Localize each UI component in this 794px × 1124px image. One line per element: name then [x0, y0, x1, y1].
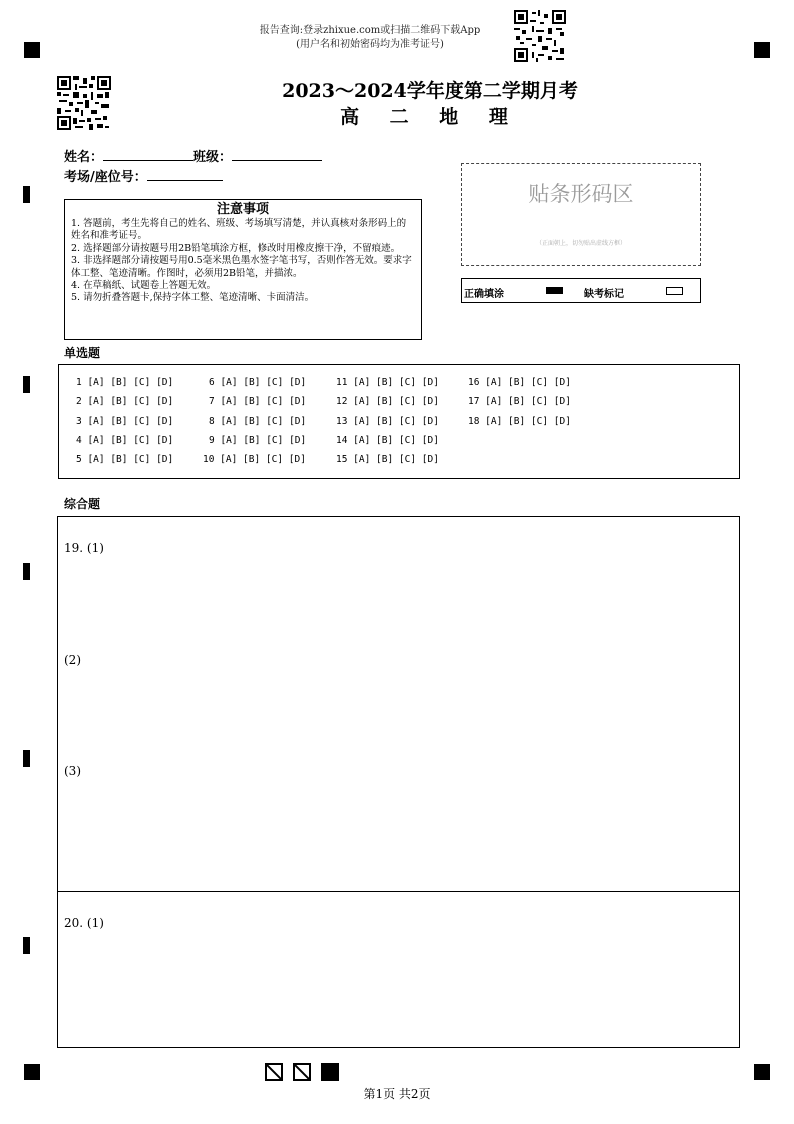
class-field[interactable] [232, 148, 322, 161]
mc-question-row[interactable]: 13 [A] [B] [C] [D] [336, 415, 439, 427]
mc-question-row[interactable]: 16 [A] [B] [C] [D] [468, 377, 571, 388]
mc-question-row[interactable]: 12 [A] [B] [C] [D] [336, 396, 439, 408]
mc-question-row[interactable]: 1 [A] [B] [C] [D] [76, 377, 174, 388]
timing-mark [23, 563, 30, 580]
page-number: 第1页 共2页 [363, 1087, 431, 1101]
name-field[interactable] [103, 148, 193, 161]
mc-question-row[interactable]: 18 [A] [B] [C] [D] [468, 415, 571, 427]
barcode-area [461, 163, 701, 266]
q19-part3-label: (3) [64, 764, 81, 778]
mc-question-row[interactable]: 4 [A] [B] [C] [D] [76, 434, 174, 446]
mc-answer-box [58, 364, 740, 479]
mc-question-row[interactable]: 15 [A] [B] [C] [D] [336, 454, 439, 466]
subject-title: 高 二 地 理 [340, 106, 520, 128]
corner-mark-top-left [24, 42, 40, 58]
page-code-box [265, 1063, 283, 1081]
corner-mark-bottom-left [24, 1064, 40, 1080]
mc-column [336, 377, 439, 473]
qr-code-left [57, 76, 111, 130]
corner-mark-bottom-right [754, 1064, 770, 1080]
mc-section-title: 单选题 [64, 346, 101, 360]
mc-question-row[interactable]: 10 [A] [B] [C] [D] [203, 454, 306, 466]
notice-item: 4. 在草稿纸、试题卷上答题无效。 [71, 280, 217, 292]
absent-mark-label: 缺考标记 [584, 289, 624, 300]
report-query-line: 报告查询:登录zhixue.com或扫描二维码下载App [259, 25, 481, 36]
mc-column [203, 377, 306, 473]
mc-question-row[interactable]: 17 [A] [B] [C] [D] [468, 396, 571, 408]
absent-mark-box[interactable] [666, 287, 683, 295]
notice-item: 1. 答题前，考生先将自己的姓名、班级、考场填写清楚，并认真核对条形码上的姓名和准考证号。 [71, 218, 407, 242]
report-query-sub: (用户名和初始密码均为准考证号) [296, 39, 444, 50]
notice-box [64, 199, 422, 340]
notice-item: 5. 请勿折叠答题卡,保持字体工整、笔迹清晰、卡面清洁。 [71, 292, 315, 304]
comprehensive-section-title: 综合题 [64, 497, 101, 511]
class-label: 班级： [193, 150, 233, 165]
mc-column [468, 377, 571, 435]
answer-area-q19[interactable] [57, 516, 740, 892]
mc-question-row[interactable]: 2 [A] [B] [C] [D] [76, 396, 174, 408]
mc-question-row[interactable]: 9 [A] [B] [C] [D] [209, 434, 307, 446]
mc-question-row[interactable]: 14 [A] [B] [C] [D] [336, 434, 439, 446]
timing-mark [23, 937, 30, 954]
mc-question-row[interactable]: 8 [A] [B] [C] [D] [209, 415, 307, 427]
notice-item: 2. 选择题部分请按题号用2B铅笔填涂方框，修改时用橡皮擦干净，不留痕迹。 [71, 242, 401, 254]
timing-mark [23, 186, 30, 203]
seat-label: 考场/座位号： [64, 170, 147, 185]
timing-mark [23, 750, 30, 767]
seat-field[interactable] [147, 168, 223, 181]
correct-fill-sample [546, 287, 563, 294]
notice-heading: 注意事项 [216, 202, 269, 217]
timing-mark [23, 376, 30, 393]
barcode-label: 贴条形码区 [528, 182, 634, 206]
mc-question-row[interactable]: 3 [A] [B] [C] [D] [76, 415, 174, 427]
name-label: 姓名： [64, 150, 104, 165]
q20-part1-label: 20. (1) [64, 916, 104, 930]
qr-code-top [514, 10, 566, 62]
notice-item: 3. 非选择题部分请按题号用0.5毫米黑色墨水签字笔书写，否则作答无效。要求字体工整、笔迹清晰。作图时，必须用2B铅笔，并描浓。 [71, 255, 412, 279]
exam-title: 2023～2024学年度第二学期月考 [282, 80, 578, 102]
q19-part2-label: (2) [64, 653, 81, 667]
correct-fill-label: 正确填涂 [464, 289, 504, 300]
page-code-box [293, 1063, 311, 1081]
mc-column [76, 377, 173, 473]
mc-question-row[interactable]: 5 [A] [B] [C] [D] [76, 454, 174, 466]
fill-legend [461, 278, 701, 303]
mc-question-row[interactable]: 6 [A] [B] [C] [D] [209, 377, 307, 388]
mc-question-row[interactable]: 7 [A] [B] [C] [D] [209, 396, 307, 408]
answer-area-q20[interactable] [57, 891, 740, 1048]
student-name-row [64, 146, 322, 165]
seat-row [64, 166, 223, 185]
q19-part1-label: 19. (1) [64, 541, 104, 555]
barcode-hint: （正面朝上，切勿贴出虚线方框） [535, 240, 626, 247]
corner-mark-top-right [754, 42, 770, 58]
page-code-box-filled [321, 1063, 339, 1081]
mc-question-row[interactable]: 11 [A] [B] [C] [D] [336, 377, 439, 388]
